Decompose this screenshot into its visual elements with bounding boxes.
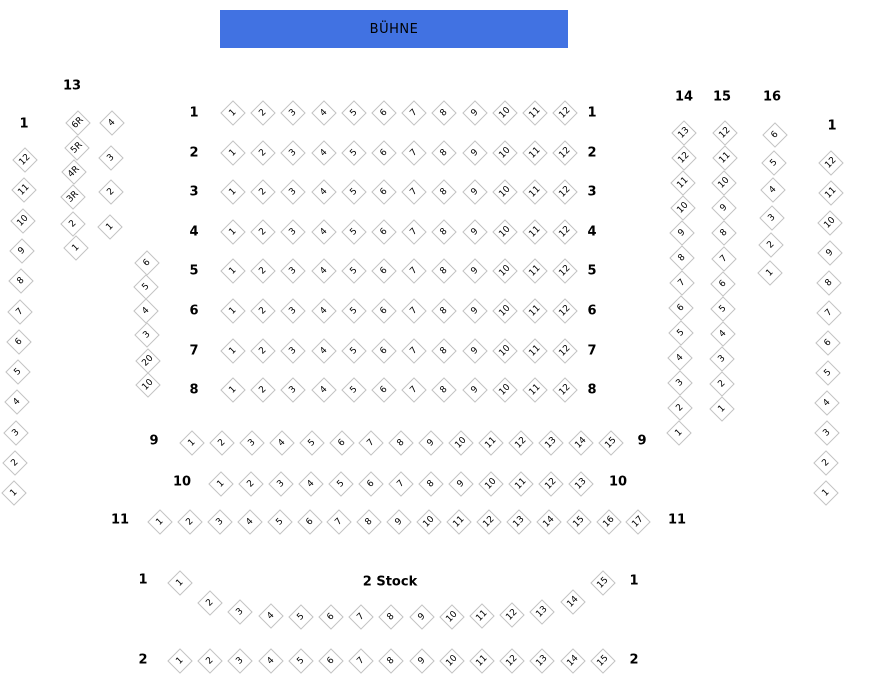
seat-row-4-12[interactable]: 12 bbox=[552, 219, 577, 244]
section-label-row-5-right: 5 bbox=[587, 263, 597, 279]
seat-row-4-4[interactable]: 4 bbox=[311, 219, 336, 244]
section-label-row-2-right: 2 bbox=[587, 145, 597, 161]
seat-row-6-8[interactable]: 8 bbox=[432, 298, 457, 323]
seat-row-2-4[interactable]: 4 bbox=[311, 140, 336, 165]
seat-row-7-5[interactable]: 5 bbox=[341, 338, 366, 363]
seat-block-15-2[interactable]: 2 bbox=[709, 371, 734, 396]
seat-row-3-8[interactable]: 8 bbox=[432, 179, 457, 204]
seat-row-7-9[interactable]: 9 bbox=[462, 338, 487, 363]
seat-row-5-12[interactable]: 12 bbox=[552, 259, 577, 284]
seat-row-5-3[interactable]: 3 bbox=[281, 259, 306, 284]
section-label-stock-2-right: 2 bbox=[629, 652, 639, 668]
seat-row-6-12[interactable]: 12 bbox=[552, 298, 577, 323]
section-label-row-3-left: 3 bbox=[189, 184, 199, 200]
seat-row-3-5[interactable]: 5 bbox=[341, 179, 366, 204]
seat-row-10-7[interactable]: 7 bbox=[388, 471, 413, 496]
seat-block-14-2[interactable]: 2 bbox=[667, 395, 692, 420]
seat-row-7-6[interactable]: 6 bbox=[371, 338, 396, 363]
seat-row-5-10[interactable]: 10 bbox=[492, 259, 517, 284]
seat-row-8-3[interactable]: 3 bbox=[281, 377, 306, 402]
seat-row-1-2[interactable]: 2 bbox=[250, 100, 275, 125]
section-label-row-7-right: 7 bbox=[587, 343, 597, 359]
seat-row-11-10[interactable]: 10 bbox=[416, 509, 441, 534]
seat-row-2-5[interactable]: 5 bbox=[341, 140, 366, 165]
seat-block-13a-1[interactable]: 1 bbox=[63, 235, 88, 260]
seat-row-6-1[interactable]: 1 bbox=[220, 298, 245, 323]
seat-row-11-9[interactable]: 9 bbox=[386, 509, 411, 534]
seat-row-7-8[interactable]: 8 bbox=[432, 338, 457, 363]
section-label-row-11-left: 11 bbox=[110, 512, 130, 528]
seat-row-10-10[interactable]: 10 bbox=[478, 471, 503, 496]
section-label-block-15-left: 15 bbox=[712, 89, 732, 105]
section-label-row-6-right: 6 bbox=[587, 303, 597, 319]
seat-row-11-2[interactable]: 2 bbox=[177, 509, 202, 534]
seat-row-8-12[interactable]: 12 bbox=[552, 377, 577, 402]
seat-row-7-4[interactable]: 4 bbox=[311, 338, 336, 363]
seat-left-inner-4[interactable]: 4 bbox=[133, 298, 158, 323]
seat-row-1-5[interactable]: 5 bbox=[341, 100, 366, 125]
seat-right-outer-8[interactable]: 8 bbox=[816, 270, 841, 295]
seat-block-16-4[interactable]: 4 bbox=[760, 177, 785, 202]
section-label-left-outer-left: 1 bbox=[19, 116, 29, 132]
seat-row-9-8[interactable]: 8 bbox=[389, 430, 414, 455]
seat-row-9-2[interactable]: 2 bbox=[209, 430, 234, 455]
seat-row-10-13[interactable]: 13 bbox=[568, 471, 593, 496]
seat-row-6-11[interactable]: 11 bbox=[522, 298, 547, 323]
seat-row-7-10[interactable]: 10 bbox=[492, 338, 517, 363]
seat-row-1-4[interactable]: 4 bbox=[311, 100, 336, 125]
seat-row-8-2[interactable]: 2 bbox=[250, 377, 275, 402]
seat-block-13a-2[interactable]: 2 bbox=[60, 211, 85, 236]
seat-row-5-7[interactable]: 7 bbox=[401, 259, 426, 284]
seat-row-9-11[interactable]: 11 bbox=[478, 430, 503, 455]
seat-row-1-9[interactable]: 9 bbox=[462, 100, 487, 125]
seat-block-13b-4[interactable]: 4 bbox=[99, 110, 124, 135]
seat-block-14-8[interactable]: 8 bbox=[669, 245, 694, 270]
seat-row-10-11[interactable]: 11 bbox=[508, 471, 533, 496]
seat-row-2-2[interactable]: 2 bbox=[250, 140, 275, 165]
seat-right-outer-11[interactable]: 11 bbox=[818, 180, 843, 205]
seat-block-15-7[interactable]: 7 bbox=[711, 246, 736, 271]
seat-row-1-6[interactable]: 6 bbox=[371, 100, 396, 125]
seat-row-8-8[interactable]: 8 bbox=[432, 377, 457, 402]
seat-row-11-4[interactable]: 4 bbox=[237, 509, 262, 534]
seat-stock-1-14[interactable]: 14 bbox=[560, 589, 585, 614]
seat-row-6-10[interactable]: 10 bbox=[492, 298, 517, 323]
seat-stock-1-1[interactable]: 1 bbox=[167, 570, 192, 595]
seat-stock-2-15[interactable]: 15 bbox=[590, 648, 615, 673]
seat-row-4-6[interactable]: 6 bbox=[371, 219, 396, 244]
seat-block-14-13[interactable]: 13 bbox=[671, 120, 696, 145]
seat-row-4-7[interactable]: 7 bbox=[401, 219, 426, 244]
seat-block-16-1[interactable]: 1 bbox=[757, 260, 782, 285]
seat-row-1-11[interactable]: 11 bbox=[522, 100, 547, 125]
seat-stock-1-4[interactable]: 4 bbox=[258, 603, 283, 628]
section-label-row-2-left: 2 bbox=[189, 145, 199, 161]
seat-row-9-3[interactable]: 3 bbox=[239, 430, 264, 455]
seat-row-3-7[interactable]: 7 bbox=[401, 179, 426, 204]
seat-block-15-5[interactable]: 5 bbox=[710, 296, 735, 321]
seat-row-10-3[interactable]: 3 bbox=[268, 471, 293, 496]
seat-row-9-9[interactable]: 9 bbox=[418, 430, 443, 455]
seat-row-1-10[interactable]: 10 bbox=[492, 100, 517, 125]
seat-row-5-5[interactable]: 5 bbox=[341, 259, 366, 284]
seat-right-outer-2[interactable]: 2 bbox=[813, 450, 838, 475]
section-label-block-13a-left: 13 bbox=[62, 78, 82, 94]
seat-block-13a-5R[interactable]: 5R bbox=[64, 135, 89, 160]
seat-row-10-2[interactable]: 2 bbox=[238, 471, 263, 496]
seat-block-16-6[interactable]: 6 bbox=[762, 122, 787, 147]
seat-row-10-9[interactable]: 9 bbox=[448, 471, 473, 496]
section-label-row-5-left: 5 bbox=[189, 263, 199, 279]
seat-row-4-8[interactable]: 8 bbox=[432, 219, 457, 244]
seat-left-outer-10[interactable]: 10 bbox=[10, 208, 35, 233]
section-label-stock-2-left: 2 bbox=[138, 652, 148, 668]
seat-stock-2-9[interactable]: 9 bbox=[409, 648, 434, 673]
seat-row-4-10[interactable]: 10 bbox=[492, 219, 517, 244]
seat-block-15-4[interactable]: 4 bbox=[710, 321, 735, 346]
seat-block-14-12[interactable]: 12 bbox=[671, 145, 696, 170]
seat-row-4-3[interactable]: 3 bbox=[281, 219, 306, 244]
seat-row-11-16[interactable]: 16 bbox=[596, 509, 621, 534]
section-label-block-16-left: 16 bbox=[762, 89, 782, 105]
seat-row-7-1[interactable]: 1 bbox=[220, 338, 245, 363]
seat-stock-1-10[interactable]: 10 bbox=[439, 604, 464, 629]
stage: BÜHNE bbox=[220, 10, 568, 48]
seat-stock-2-8[interactable]: 8 bbox=[379, 648, 404, 673]
seat-left-outer-4[interactable]: 4 bbox=[4, 390, 29, 415]
seat-row-10-1[interactable]: 1 bbox=[208, 471, 233, 496]
seat-block-13a-6R[interactable]: 6R bbox=[65, 110, 90, 135]
seat-row-10-12[interactable]: 12 bbox=[538, 471, 563, 496]
seat-block-15-9[interactable]: 9 bbox=[711, 196, 736, 221]
seat-row-9-1[interactable]: 1 bbox=[179, 430, 204, 455]
seat-row-4-9[interactable]: 9 bbox=[462, 219, 487, 244]
seat-row-9-15[interactable]: 15 bbox=[598, 430, 623, 455]
seat-block-15-12[interactable]: 12 bbox=[712, 120, 737, 145]
seat-block-16-5[interactable]: 5 bbox=[761, 150, 786, 175]
seat-row-10-5[interactable]: 5 bbox=[328, 471, 353, 496]
seat-row-6-9[interactable]: 9 bbox=[462, 298, 487, 323]
seat-row-11-12[interactable]: 12 bbox=[476, 509, 501, 534]
seat-stock-2-14[interactable]: 14 bbox=[560, 648, 585, 673]
seat-row-3-9[interactable]: 9 bbox=[462, 179, 487, 204]
seat-row-9-12[interactable]: 12 bbox=[508, 430, 533, 455]
seat-block-14-5[interactable]: 5 bbox=[668, 320, 693, 345]
seat-row-11-17[interactable]: 17 bbox=[626, 509, 651, 534]
section-label-block-14-left: 14 bbox=[674, 89, 694, 105]
seat-block-13b-2[interactable]: 2 bbox=[98, 180, 123, 205]
seat-right-outer-12[interactable]: 12 bbox=[818, 150, 843, 175]
seat-left-outer-12[interactable]: 12 bbox=[12, 147, 37, 172]
section-label-row-10-right: 10 bbox=[608, 474, 628, 490]
seat-stock-2-4[interactable]: 4 bbox=[258, 648, 283, 673]
seat-row-2-7[interactable]: 7 bbox=[401, 140, 426, 165]
seat-right-outer-10[interactable]: 10 bbox=[817, 210, 842, 235]
seat-right-outer-6[interactable]: 6 bbox=[815, 330, 840, 355]
seat-block-13b-3[interactable]: 3 bbox=[99, 145, 124, 170]
seat-row-5-6[interactable]: 6 bbox=[371, 259, 396, 284]
seat-left-outer-7[interactable]: 7 bbox=[7, 299, 32, 324]
section-label-row-1-right: 1 bbox=[587, 105, 597, 121]
seat-block-14-3[interactable]: 3 bbox=[667, 370, 692, 395]
section-label-row-11-right: 11 bbox=[667, 512, 687, 528]
seat-row-9-7[interactable]: 7 bbox=[359, 430, 384, 455]
seat-right-outer-9[interactable]: 9 bbox=[817, 240, 842, 265]
seat-block-15-6[interactable]: 6 bbox=[710, 271, 735, 296]
seat-stock-1-2[interactable]: 2 bbox=[197, 590, 222, 615]
seat-block-14-11[interactable]: 11 bbox=[670, 170, 695, 195]
seat-row-5-2[interactable]: 2 bbox=[250, 259, 275, 284]
seat-stock-2-13[interactable]: 13 bbox=[530, 648, 555, 673]
seat-block-15-8[interactable]: 8 bbox=[711, 221, 736, 246]
seat-row-3-10[interactable]: 10 bbox=[492, 179, 517, 204]
seat-row-11-13[interactable]: 13 bbox=[506, 509, 531, 534]
section-label-stock-1-left: 1 bbox=[138, 572, 148, 588]
seat-stock-2-1[interactable]: 1 bbox=[167, 648, 192, 673]
seat-right-outer-5[interactable]: 5 bbox=[815, 360, 840, 385]
seat-row-6-2[interactable]: 2 bbox=[250, 298, 275, 323]
seat-row-1-3[interactable]: 3 bbox=[281, 100, 306, 125]
section-label-row-4-left: 4 bbox=[189, 224, 199, 240]
seat-row-3-11[interactable]: 11 bbox=[522, 179, 547, 204]
seat-row-1-1[interactable]: 1 bbox=[220, 100, 245, 125]
seat-left-inner-6[interactable]: 6 bbox=[134, 250, 159, 275]
seat-row-11-15[interactable]: 15 bbox=[566, 509, 591, 534]
seat-right-outer-7[interactable]: 7 bbox=[816, 300, 841, 325]
seat-left-outer-8[interactable]: 8 bbox=[8, 268, 33, 293]
seat-right-outer-4[interactable]: 4 bbox=[814, 390, 839, 415]
seat-stock-2-5[interactable]: 5 bbox=[288, 648, 313, 673]
seat-block-13b-1[interactable]: 1 bbox=[97, 214, 122, 239]
seat-row-1-12[interactable]: 12 bbox=[552, 100, 577, 125]
floor-label-2-stock: 2 Stock bbox=[362, 574, 418, 590]
seat-stock-1-15[interactable]: 15 bbox=[590, 570, 615, 595]
seat-left-outer-2[interactable]: 2 bbox=[2, 450, 27, 475]
section-label-row-6-left: 6 bbox=[189, 303, 199, 319]
seat-row-11-11[interactable]: 11 bbox=[446, 509, 471, 534]
seat-row-10-6[interactable]: 6 bbox=[358, 471, 383, 496]
seat-row-6-3[interactable]: 3 bbox=[281, 298, 306, 323]
seat-block-14-6[interactable]: 6 bbox=[668, 295, 693, 320]
seat-row-8-6[interactable]: 6 bbox=[371, 377, 396, 402]
section-label-right-outer-left: 1 bbox=[827, 118, 837, 134]
seat-row-6-7[interactable]: 7 bbox=[401, 298, 426, 323]
seat-row-9-6[interactable]: 6 bbox=[329, 430, 354, 455]
seat-left-inner-3[interactable]: 3 bbox=[134, 322, 159, 347]
seat-left-outer-9[interactable]: 9 bbox=[9, 238, 34, 263]
seat-left-inner-10[interactable]: 10 bbox=[135, 372, 160, 397]
seat-row-2-6[interactable]: 6 bbox=[371, 140, 396, 165]
section-label-row-3-right: 3 bbox=[587, 184, 597, 200]
seat-block-14-10[interactable]: 10 bbox=[670, 195, 695, 220]
seat-row-2-3[interactable]: 3 bbox=[281, 140, 306, 165]
seat-block-14-9[interactable]: 9 bbox=[670, 220, 695, 245]
seat-stock-2-3[interactable]: 3 bbox=[228, 648, 253, 673]
seat-row-7-11[interactable]: 11 bbox=[522, 338, 547, 363]
seat-row-8-4[interactable]: 4 bbox=[311, 377, 336, 402]
seat-row-5-1[interactable]: 1 bbox=[220, 259, 245, 284]
seat-row-8-7[interactable]: 7 bbox=[401, 377, 426, 402]
seat-row-8-1[interactable]: 1 bbox=[220, 377, 245, 402]
seat-stock-2-6[interactable]: 6 bbox=[318, 648, 343, 673]
seat-row-4-2[interactable]: 2 bbox=[250, 219, 275, 244]
seat-row-3-2[interactable]: 2 bbox=[250, 179, 275, 204]
section-label-stock-1-right: 1 bbox=[629, 573, 639, 589]
seat-row-11-1[interactable]: 1 bbox=[147, 509, 172, 534]
seat-block-13a-3R[interactable]: 3R bbox=[60, 184, 85, 209]
seat-stock-1-11[interactable]: 11 bbox=[469, 603, 494, 628]
seat-block-16-2[interactable]: 2 bbox=[758, 233, 783, 258]
seat-block-13a-4R[interactable]: 4R bbox=[61, 159, 86, 184]
seat-row-10-8[interactable]: 8 bbox=[418, 471, 443, 496]
seat-block-14-7[interactable]: 7 bbox=[669, 270, 694, 295]
seat-left-outer-11[interactable]: 11 bbox=[11, 178, 36, 203]
seat-stock-1-12[interactable]: 12 bbox=[499, 602, 524, 627]
seat-row-8-5[interactable]: 5 bbox=[341, 377, 366, 402]
seat-left-outer-6[interactable]: 6 bbox=[6, 329, 31, 354]
seat-row-9-5[interactable]: 5 bbox=[299, 430, 324, 455]
section-label-row-8-left: 8 bbox=[189, 382, 199, 398]
seat-row-1-7[interactable]: 7 bbox=[401, 100, 426, 125]
seat-left-outer-1[interactable]: 1 bbox=[1, 481, 26, 506]
seat-stock-2-10[interactable]: 10 bbox=[439, 648, 464, 673]
seat-row-2-1[interactable]: 1 bbox=[220, 140, 245, 165]
seat-left-inner-5[interactable]: 5 bbox=[133, 274, 158, 299]
seat-row-2-8[interactable]: 8 bbox=[432, 140, 457, 165]
seat-row-9-4[interactable]: 4 bbox=[269, 430, 294, 455]
seat-row-2-11[interactable]: 11 bbox=[522, 140, 547, 165]
seat-row-11-8[interactable]: 8 bbox=[357, 509, 382, 534]
seat-row-5-4[interactable]: 4 bbox=[311, 259, 336, 284]
seat-block-16-3[interactable]: 3 bbox=[759, 205, 784, 230]
seat-row-4-1[interactable]: 1 bbox=[220, 219, 245, 244]
section-label-row-1-left: 1 bbox=[189, 105, 199, 121]
seat-block-15-1[interactable]: 1 bbox=[709, 396, 734, 421]
seat-row-6-5[interactable]: 5 bbox=[341, 298, 366, 323]
seat-stock-1-7[interactable]: 7 bbox=[348, 604, 373, 629]
seat-stock-1-5[interactable]: 5 bbox=[288, 604, 313, 629]
seat-row-3-4[interactable]: 4 bbox=[311, 179, 336, 204]
seat-row-11-14[interactable]: 14 bbox=[536, 509, 561, 534]
seat-row-6-4[interactable]: 4 bbox=[311, 298, 336, 323]
seat-row-3-6[interactable]: 6 bbox=[371, 179, 396, 204]
seat-row-3-3[interactable]: 3 bbox=[281, 179, 306, 204]
seat-row-2-9[interactable]: 9 bbox=[462, 140, 487, 165]
seat-block-15-11[interactable]: 11 bbox=[712, 145, 737, 170]
seat-row-9-10[interactable]: 10 bbox=[448, 430, 473, 455]
seat-right-outer-3[interactable]: 3 bbox=[814, 420, 839, 445]
section-label-row-9-left: 9 bbox=[149, 433, 159, 449]
seat-block-15-3[interactable]: 3 bbox=[710, 346, 735, 371]
seat-left-outer-3[interactable]: 3 bbox=[3, 420, 28, 445]
seat-row-11-3[interactable]: 3 bbox=[207, 509, 232, 534]
seat-stock-1-3[interactable]: 3 bbox=[228, 599, 253, 624]
seat-stock-2-12[interactable]: 12 bbox=[499, 648, 524, 673]
seat-row-5-9[interactable]: 9 bbox=[462, 259, 487, 284]
section-label-row-10-left: 10 bbox=[172, 474, 192, 490]
seat-row-10-4[interactable]: 4 bbox=[298, 471, 323, 496]
seat-stock-1-6[interactable]: 6 bbox=[318, 604, 343, 629]
seat-stock-2-11[interactable]: 11 bbox=[469, 648, 494, 673]
section-label-row-8-right: 8 bbox=[587, 382, 597, 398]
seat-left-inner-20[interactable]: 20 bbox=[135, 348, 160, 373]
seat-row-7-12[interactable]: 12 bbox=[552, 338, 577, 363]
seat-stock-1-9[interactable]: 9 bbox=[409, 604, 434, 629]
seat-row-7-7[interactable]: 7 bbox=[401, 338, 426, 363]
seat-stock-2-2[interactable]: 2 bbox=[197, 648, 222, 673]
seat-block-15-10[interactable]: 10 bbox=[712, 170, 737, 195]
section-label-row-7-left: 7 bbox=[189, 343, 199, 359]
seat-row-6-6[interactable]: 6 bbox=[371, 298, 396, 323]
seat-row-8-11[interactable]: 11 bbox=[522, 377, 547, 402]
seat-stock-1-8[interactable]: 8 bbox=[379, 604, 404, 629]
seat-row-9-14[interactable]: 14 bbox=[568, 430, 593, 455]
section-label-row-4-right: 4 bbox=[587, 224, 597, 240]
seat-block-14-1[interactable]: 1 bbox=[666, 420, 691, 445]
seat-row-5-8[interactable]: 8 bbox=[432, 259, 457, 284]
seat-row-9-13[interactable]: 13 bbox=[538, 430, 563, 455]
seat-row-11-6[interactable]: 6 bbox=[297, 509, 322, 534]
seat-block-14-4[interactable]: 4 bbox=[668, 345, 693, 370]
seat-left-outer-5[interactable]: 5 bbox=[5, 359, 30, 384]
seat-right-outer-1[interactable]: 1 bbox=[813, 480, 838, 505]
seat-stock-2-7[interactable]: 7 bbox=[348, 648, 373, 673]
seat-row-11-7[interactable]: 7 bbox=[327, 509, 352, 534]
seat-row-1-8[interactable]: 8 bbox=[432, 100, 457, 125]
seat-row-5-11[interactable]: 11 bbox=[522, 259, 547, 284]
seat-row-4-5[interactable]: 5 bbox=[341, 219, 366, 244]
seat-stock-1-13[interactable]: 13 bbox=[530, 599, 555, 624]
seat-row-8-9[interactable]: 9 bbox=[462, 377, 487, 402]
seat-row-11-5[interactable]: 5 bbox=[267, 509, 292, 534]
seat-row-3-12[interactable]: 12 bbox=[552, 179, 577, 204]
seat-row-2-10[interactable]: 10 bbox=[492, 140, 517, 165]
seat-row-8-10[interactable]: 10 bbox=[492, 377, 517, 402]
seat-row-4-11[interactable]: 11 bbox=[522, 219, 547, 244]
seat-row-7-3[interactable]: 3 bbox=[281, 338, 306, 363]
section-label-row-9-right: 9 bbox=[637, 433, 647, 449]
seat-row-2-12[interactable]: 12 bbox=[552, 140, 577, 165]
seat-row-7-2[interactable]: 2 bbox=[250, 338, 275, 363]
seat-row-3-1[interactable]: 1 bbox=[220, 179, 245, 204]
